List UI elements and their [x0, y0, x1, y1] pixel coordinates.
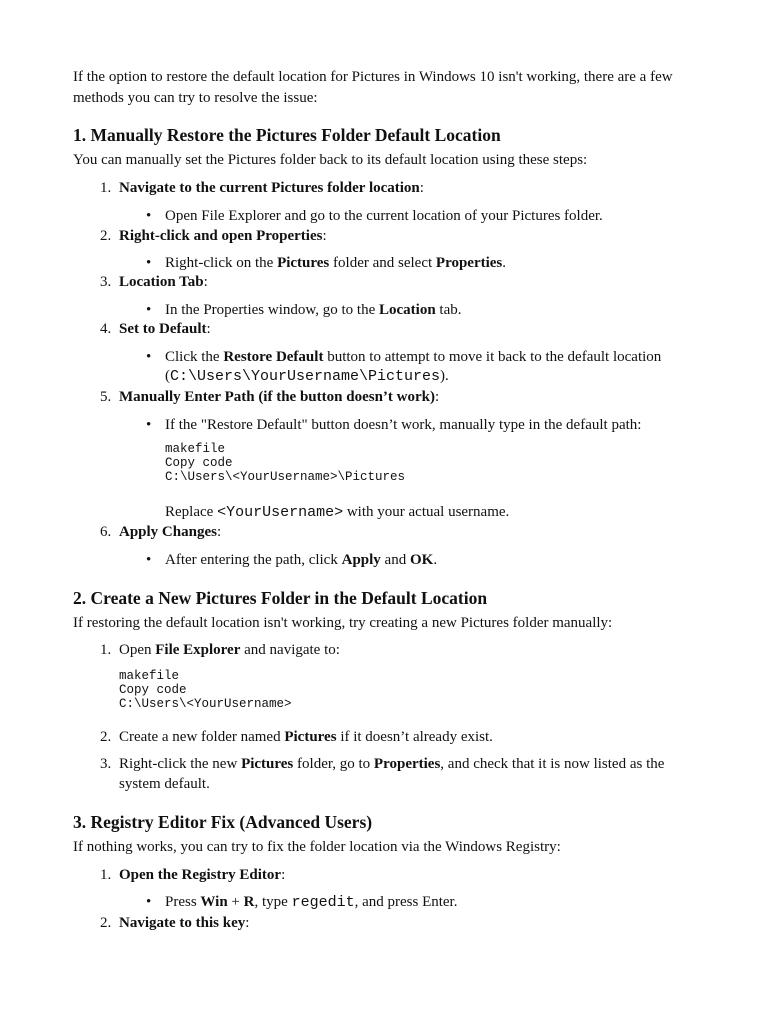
step-number: 2.: [100, 915, 112, 931]
step-number: 1.: [100, 642, 112, 658]
step-number: 2.: [100, 729, 112, 745]
intro-line-2: methods you can try to resolve the issue:: [73, 90, 318, 106]
section-3-lead: If nothing works, you can try to fix the folder location via the Windows Registry:: [73, 839, 561, 855]
s3-step-2: 2. Navigate to this key:: [100, 915, 250, 931]
s1-step-3: 3. Location Tab:: [100, 274, 208, 290]
inline-code: <YourUsername>: [217, 504, 344, 521]
s1-step-4-bullet: • Click the Restore Default button to attempt to move it back to the default location: [146, 349, 662, 365]
bullet-icon: •: [146, 552, 152, 568]
code-block-default-path: [165, 442, 405, 484]
step-title: Set to Default: [119, 321, 207, 337]
s2-step-1: 1. Open File Explorer and navigate to:: [100, 642, 340, 658]
s3-step-1: 1. Open the Registry Editor:: [100, 867, 286, 883]
step-title: Apply Changes: [119, 524, 217, 540]
step-number: 4.: [100, 321, 112, 337]
code-block-users-path: [119, 669, 292, 711]
step-title: Location Tab: [119, 274, 204, 290]
bullet-icon: •: [146, 302, 152, 318]
step-number: 2.: [100, 228, 112, 244]
s1-step-2: 2. Right-click and open Properties:: [100, 228, 327, 244]
s2-step-3: 3. Right-click the new Pictures folder, go to Properties, and check that it is now listed as the: [100, 756, 665, 772]
s3-step-1-bullet: • Press Win + R, type regedit, and press Enter.: [146, 894, 458, 911]
s1-step-1: 1. Navigate to the current Pictures folder location:: [100, 180, 424, 196]
s2-step-2: 2. Create a new folder named Pictures if it doesn’t already exist.: [100, 729, 493, 745]
inline-code: C:\Users\YourUsername\Pictures: [170, 368, 441, 385]
section-2-heading: 2. Create a New Pictures Folder in the Default Location: [73, 588, 488, 608]
bullet-icon: •: [146, 349, 152, 365]
step-number: 6.: [100, 524, 112, 540]
s1-step-5-bullet: • If the "Restore Default" button doesn’t work, manually type in the default path:: [146, 417, 642, 433]
code-language-label: makefile: [165, 442, 226, 456]
s2-step-3-line-2: system default.: [119, 776, 210, 792]
code-language-label: makefile: [119, 669, 180, 683]
bullet-icon: •: [146, 894, 152, 910]
bullet-icon: •: [146, 417, 152, 433]
section-1-heading: 1. Manually Restore the Pictures Folder Default Location: [73, 125, 501, 145]
step-number: 5.: [100, 389, 112, 405]
step-number: 3.: [100, 756, 112, 772]
bullet-icon: •: [146, 255, 152, 271]
step-number: 1.: [100, 867, 112, 883]
copy-code-button[interactable]: Copy code: [165, 456, 233, 470]
s1-step-3-bullet: • In the Properties window, go to the Location tab.: [146, 302, 462, 318]
code-line: C:\Users\<YourUsername>: [119, 697, 292, 711]
copy-code-button[interactable]: Copy code: [119, 683, 187, 697]
intro-line-1: If the option to restore the default location for Pictures in Windows 10 isn't working, there are a few: [73, 69, 673, 85]
step-number: 3.: [100, 274, 112, 290]
s1-step-5-replace-note: Replace <YourUsername> with your actual username.: [165, 504, 510, 521]
s1-step-6-bullet: • After entering the path, click Apply and OK.: [146, 552, 438, 568]
s1-step-2-bullet: • Right-click on the Pictures folder and select Properties.: [146, 255, 507, 271]
bullet-icon: •: [146, 208, 152, 224]
step-title: Manually Enter Path (if the button doesn’t work): [119, 389, 435, 405]
s1-step-1-bullet: • Open File Explorer and go to the current location of your Pictures folder.: [146, 208, 603, 224]
section-3-heading: 3. Registry Editor Fix (Advanced Users): [73, 812, 373, 832]
section-1-lead: You can manually set the Pictures folder back to its default location using these steps:: [73, 152, 588, 168]
s1-step-6: 6. Apply Changes:: [100, 524, 222, 540]
step-title: Right-click and open Properties: [119, 228, 323, 244]
inline-code: regedit: [291, 894, 355, 911]
step-title: Navigate to the current Pictures folder location: [119, 180, 420, 196]
s1-step-5: 5. Manually Enter Path (if the button doesn’t work):: [100, 389, 440, 405]
section-2-lead: If restoring the default location isn't working, try creating a new Pictures folder manually:: [73, 615, 613, 631]
step-title: Navigate to this key: [119, 915, 246, 931]
code-line: C:\Users\<YourUsername>\Pictures: [165, 470, 406, 484]
s1-step-4: 4. Set to Default:: [100, 321, 211, 337]
s1-step-4-bullet-line-2: (C:\Users\YourUsername\Pictures).: [165, 368, 449, 385]
step-title: Open the Registry Editor: [119, 867, 282, 883]
step-number: 1.: [100, 180, 112, 196]
